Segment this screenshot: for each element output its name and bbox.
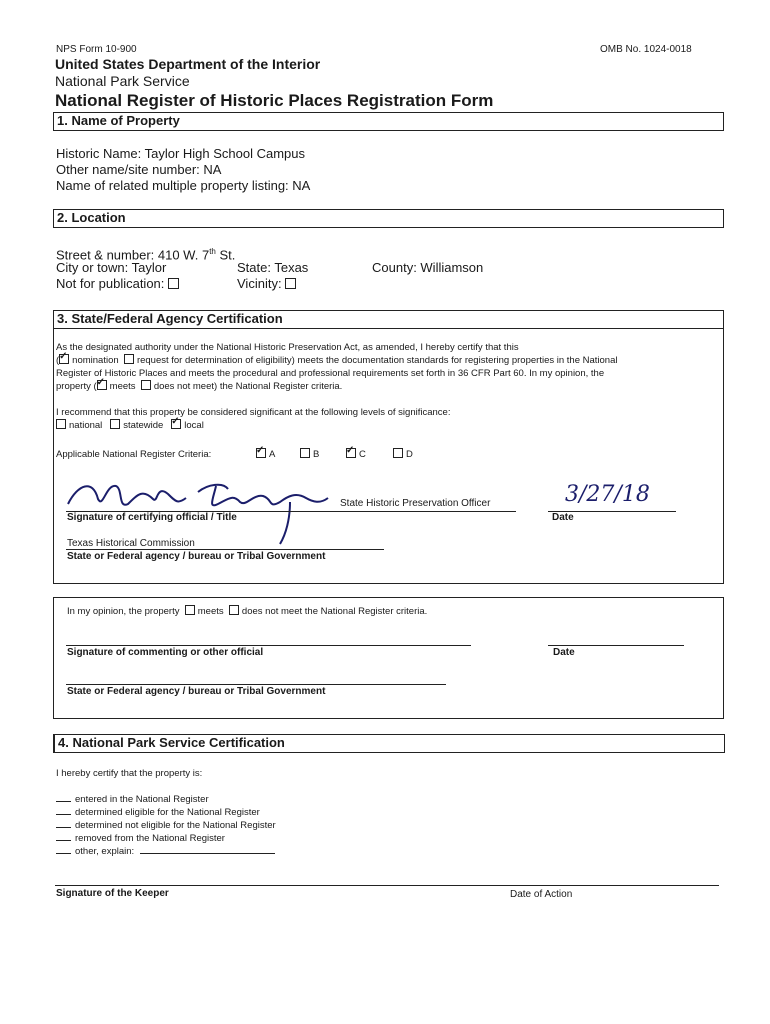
national-label: national bbox=[69, 420, 103, 431]
option-not-eligible[interactable] bbox=[56, 819, 276, 832]
opinion-does-not-checkbox[interactable] bbox=[229, 605, 239, 615]
option-entered[interactable] bbox=[56, 793, 276, 806]
keeper-options bbox=[56, 793, 276, 858]
opinion-text-a: In my opinion, the property bbox=[67, 606, 180, 617]
keeper-signature-line bbox=[55, 885, 719, 886]
related-listing: Name of related multiple property listing: NA bbox=[56, 178, 311, 193]
opinion-agency-line bbox=[66, 684, 446, 685]
cert-para-line3: Register of Historic Places and meets the procedural and professional requirements set forth in 36 CFR Part 60. In my opinion, the bbox=[56, 368, 605, 379]
street-tail: St. bbox=[215, 247, 236, 263]
section-4-header bbox=[53, 734, 725, 753]
vicinity-label: Vicinity: bbox=[237, 276, 282, 291]
signature-label: Signature of certifying official / Title bbox=[67, 512, 237, 523]
opinion-text bbox=[67, 605, 427, 619]
option-other-label: other, explain: bbox=[75, 846, 135, 857]
opinion-meets-checkbox[interactable] bbox=[185, 605, 195, 615]
signature-date: 3/27/18 bbox=[565, 482, 650, 507]
request-label: request for determination of eligibility) meets the documentation standards for registering properties in the National bbox=[136, 355, 618, 366]
other-name: Other name/site number: NA bbox=[56, 162, 222, 177]
cert-para-line2: (✓ nomination request for determination of eligibility) meets the documentation standards for registering properties in the National bbox=[56, 354, 617, 368]
historic-name: Historic Name: Taylor High School Campus bbox=[56, 146, 306, 161]
meets-label: meets bbox=[109, 381, 136, 392]
criterion-a-label: A bbox=[269, 449, 276, 460]
other-explain-line[interactable] bbox=[140, 853, 275, 854]
cert-para-line1: As the designated authority under the National Historic Preservation Act, as amended, I hereby certify that this bbox=[56, 342, 519, 353]
form-title: National Register of Historic Places Registration Form bbox=[55, 91, 494, 110]
street-text: Street & number: 410 W. 7 bbox=[56, 247, 210, 263]
signer-title: State Historic Preservation Officer bbox=[340, 498, 491, 509]
opinion-meets-label: meets bbox=[197, 606, 224, 617]
opinion-signature-line bbox=[66, 645, 471, 646]
option-entered-label: entered in the National Register bbox=[75, 794, 209, 805]
section-4-title: 4. National Park Service Certification bbox=[58, 735, 285, 750]
opinion-signature-label: Signature of commenting or other official bbox=[67, 647, 264, 658]
does-not-meet-label: does not meet) the National Register criteria. bbox=[153, 381, 343, 392]
not-for-publication-checkbox[interactable] bbox=[168, 278, 179, 289]
date-of-action-label: Date of Action bbox=[510, 889, 573, 900]
county: County: Williamson bbox=[372, 260, 484, 275]
not-for-publication bbox=[56, 276, 182, 292]
opinion-date-line bbox=[548, 645, 684, 646]
opinion-date-label: Date bbox=[553, 647, 575, 658]
option-eligible[interactable] bbox=[56, 806, 276, 819]
criterion-c-label: C bbox=[359, 449, 366, 460]
opinion-agency-label: State or Federal agency / bureau or Tribal Government bbox=[67, 686, 326, 697]
date-label: Date bbox=[552, 512, 574, 523]
option-removed-label: removed from the National Register bbox=[75, 833, 225, 844]
form-number: NPS Form 10-900 bbox=[56, 44, 137, 55]
keeper-signature-label: Signature of the Keeper bbox=[56, 888, 169, 899]
property-label: property ( bbox=[56, 381, 97, 392]
street-sup: th bbox=[209, 247, 216, 256]
criterion-b-label: B bbox=[313, 449, 320, 460]
option-removed[interactable] bbox=[56, 832, 276, 845]
option-other[interactable] bbox=[56, 845, 276, 858]
statewide-label: statewide bbox=[123, 420, 164, 431]
section-4-intro: I hereby certify that the property is: bbox=[56, 768, 203, 779]
opinion-does-not-label: does not meet the National Register criteria. bbox=[241, 606, 428, 617]
local-label: local bbox=[184, 420, 204, 431]
vicinity bbox=[237, 276, 299, 292]
nomination-label: nomination bbox=[72, 355, 119, 366]
state: State: Texas bbox=[237, 260, 309, 275]
agency-name-value: Texas Historical Commission bbox=[67, 538, 195, 549]
section-1-header bbox=[53, 112, 724, 131]
criteria-label: Applicable National Register Criteria: bbox=[56, 449, 212, 460]
option-eligible-label: determined eligible for the National Register bbox=[75, 807, 260, 818]
option-not-eligible-label: determined not eligible for the National Register bbox=[75, 820, 276, 831]
not-for-publication-label: Not for publication: bbox=[56, 276, 165, 291]
department-name: United States Department of the Interior bbox=[55, 56, 321, 72]
criterion-d-label: D bbox=[406, 449, 413, 460]
vicinity-checkbox[interactable] bbox=[285, 278, 296, 289]
agency-line bbox=[66, 549, 384, 550]
section-2-header bbox=[53, 209, 724, 228]
recommend-text: I recommend that this property be considered significant at the following levels of significance: bbox=[56, 407, 451, 418]
agency-label: State or Federal agency / bureau or Tribal Government bbox=[67, 551, 326, 562]
section-2-title: 2. Location bbox=[57, 210, 126, 225]
section-3-title: 3. State/Federal Agency Certification bbox=[57, 311, 283, 326]
city: City or town: Taylor bbox=[56, 260, 167, 275]
agency-name: National Park Service bbox=[55, 73, 190, 89]
omb-number: OMB No. 1024-0018 bbox=[600, 44, 692, 55]
section-3-header bbox=[53, 310, 724, 329]
section-1-title: 1. Name of Property bbox=[57, 113, 180, 128]
